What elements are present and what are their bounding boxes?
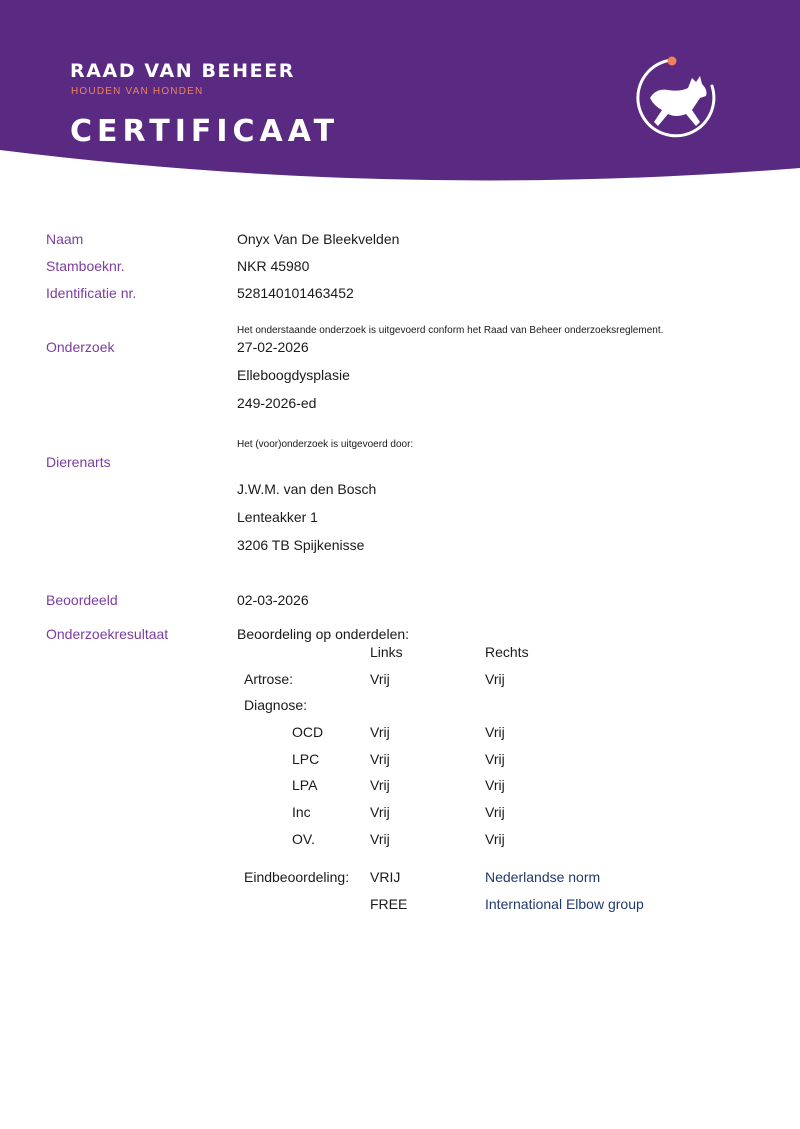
organization-tagline: HOUDEN VAN HONDEN <box>71 86 204 97</box>
arthrosis-right: Vrij <box>485 671 505 687</box>
diagnosis-row-right: Vrij <box>485 724 505 740</box>
result-label: Onderzoekresultaat <box>46 626 169 642</box>
document-title: CERTIFICAAT <box>70 114 340 149</box>
vet-label: Dierenarts <box>46 454 111 470</box>
diagnosis-row-left: Vrij <box>370 804 390 820</box>
column-left-header: Links <box>370 644 403 660</box>
assessed-date: 02-03-2026 <box>237 592 309 608</box>
studbook-label: Stamboeknr. <box>46 258 125 274</box>
result-heading: Beoordeling op onderdelen: <box>237 626 410 642</box>
vet-name: J.W.M. van den Bosch <box>237 481 377 497</box>
arthrosis-label: Artrose: <box>244 671 294 687</box>
assessed-label: Beoordeeld <box>46 592 118 608</box>
diagnosis-row-label: OCD <box>292 724 324 740</box>
examination-note: Het onderstaande onderzoek is uitgevoerd conform het Raad van Beheer onderzoeksreglement. <box>237 325 664 336</box>
name-label: Naam <box>46 231 84 247</box>
examination-type: Elleboogdysplasie <box>237 367 350 383</box>
final-grade: FREE <box>370 896 408 912</box>
dog-name: Onyx Van De Bleekvelden <box>237 231 400 247</box>
vet-note: Het (voor)onderzoek is uitgevoerd door: <box>237 439 414 450</box>
final-grade-standard: International Elbow group <box>485 896 644 912</box>
diagnosis-row-label: OV. <box>292 831 315 847</box>
diagnosis-row-right: Vrij <box>485 751 505 767</box>
organization-name: RAAD VAN BEHEER <box>70 60 296 82</box>
final-assessment-label: Eindbeoordeling: <box>244 869 350 885</box>
diagnosis-label: Diagnose: <box>244 697 308 713</box>
certificate-header <box>0 0 800 190</box>
vet-street: Lenteakker 1 <box>237 509 318 525</box>
column-right-header: Rechts <box>485 644 529 660</box>
examination-label: Onderzoek <box>46 339 115 355</box>
diagnosis-row-left: Vrij <box>370 831 390 847</box>
diagnosis-row-right: Vrij <box>485 804 505 820</box>
diagnosis-row-label: Inc <box>292 804 311 820</box>
diagnosis-row-left: Vrij <box>370 751 390 767</box>
identification-label: Identificatie nr. <box>46 285 137 301</box>
final-grade-standard: Nederlandse norm <box>485 869 601 885</box>
examination-reference: 249-2026-ed <box>237 395 317 411</box>
diagnosis-row-right: Vrij <box>485 777 505 793</box>
diagnosis-row-left: Vrij <box>370 777 390 793</box>
final-grade: VRIJ <box>370 869 401 885</box>
diagnosis-row-right: Vrij <box>485 831 505 847</box>
studbook-number: NKR 45980 <box>237 258 310 274</box>
identification-number: 528140101463452 <box>237 285 354 301</box>
arthrosis-left: Vrij <box>370 671 390 687</box>
diagnosis-row-label: LPA <box>292 777 318 793</box>
examination-date: 27-02-2026 <box>237 339 309 355</box>
diagnosis-row-left: Vrij <box>370 724 390 740</box>
diagnosis-row-label: LPC <box>292 751 320 767</box>
vet-city: 3206 TB Spijkenisse <box>237 537 365 553</box>
dog-leaping-through-ring-icon <box>626 52 722 148</box>
